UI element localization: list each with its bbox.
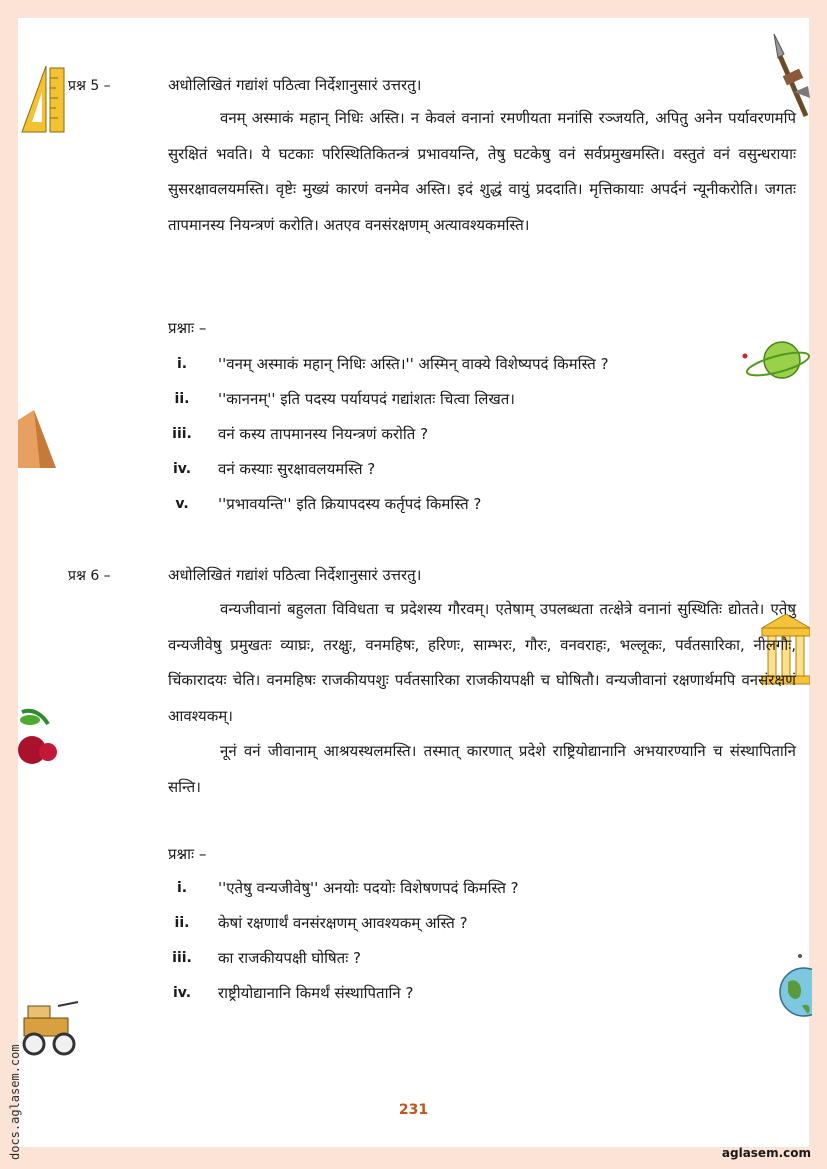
question-6-passage-1 [168,592,796,734]
q6-item-number: ii. [174,915,190,931]
question-5-questions-heading: प्रश्नाः – [168,319,207,337]
cherry-fruit-icon [18,706,58,768]
q5-item-number: iii. [172,426,192,442]
vintage-car-icon [18,1000,84,1058]
question-6-label: प्रश्न 6 – [68,568,111,584]
q5-item-text: वनं कस्याः सुरक्षावलयमस्ति ? [218,460,376,478]
question-6-passage-2 [168,734,796,805]
q5-item-text: ''प्रभावयन्ति'' इति क्रियापदस्य कर्तृपदं किमस्ति ? [218,495,482,513]
question-5-label: प्रश्न 5 – [68,78,111,94]
planet-ring-icon [740,336,812,386]
q5-item-number: i. [176,356,188,372]
question-6-instruction: अधोलिखितं गद्यांशं पठित्वा निर्देशानुसारं उत्तरतु। [168,566,422,584]
q6-item-text: राष्ट्रीयोद्यानानि किमर्थं संस्थापितानि ? [218,984,414,1002]
question-5-instruction: अधोलिखितं गद्यांशं पठित्वा निर्देशानुसारं उत्तरतु। [168,76,422,94]
brand-link[interactable]: aglasem.com [721,1146,811,1160]
question-5-passage [168,101,796,243]
passage-text: वन्यजीवानां बहुलता विविधता च प्रदेशस्य गौरवम्। एतेषाम् उपलब्धता तत्क्षेत्रे वनानां सुस्थितिः द्योतते। एतेषु वन्यजीवेषु प्रमुखतः व्याघ्रः, तरक्षुः, वनमहिषः, हरिणः, साम्भरः, गौरः, वनवराहः, भल्लूकः, पर्वतसारिका, नीलगौः, चिंकारादयः चेति। वनमहिषः राजकीयपशुः पर्वतसारिका राजकीयपक्षी च घोषितौ। वन्यजीवानां रक्षणार्थमपि वनसंरक्षणं आवश्यकम्। [168,600,796,725]
q6-item-text: केषां रक्षणार्थं वनसंरक्षणम् आवश्यकम् अस्ति ? [218,914,468,932]
watermark: docs.aglasem.com [8,1044,22,1160]
pyramid-icon [18,410,58,470]
page-number: 231 [398,1102,429,1118]
q5-item-number: iv. [172,461,192,477]
q6-item-number: i. [176,880,188,896]
q6-item-text: का राजकीयपक्षी घोषितः ? [218,949,361,967]
ruler-set-square-icon [18,62,66,136]
q5-item-number: v. [175,496,189,512]
q5-item-text: ''काननम्'' इति पदस्य पर्यायपदं गद्यांशतः चित्वा लिखत। [218,390,515,408]
q6-item-number: iii. [172,950,192,966]
passage-text: वनम् अस्माकं महान् निधिः अस्ति। न केवलं वनानां रमणीयता मनांसि रञ्जयति, अपितु अनेन पर्यावरणमपि सुरक्षितं भवति। ये घटकाः परिस्थितिकितन्त्रं प्रभावयन्ति, तेषु घटकेषु वनं सर्वप्रमुखमस्ति। वस्तुतं वनं वसुन्धरायाः सुसरक्षावलयमस्ति। वृष्टेः मुख्यं कारणं वनमेव अस्ति। इदं शुद्धं वायुं प्रददाति। मृत्तिकायाः अपर्दनं न्यूनीकरोति। जगतः तापमानस्य नियन्त्रणं करोति। अतएव वनसंरक्षणम् अत्यावश्यकमस्ति। [168,109,796,234]
globe-icon [778,952,812,1020]
q5-item-number: ii. [174,391,190,407]
q6-item-text: ''एतेषु वन्यजीवेषु'' अनयोः पदयोः विशेषणपदं किमस्ति ? [218,879,519,897]
q5-item-text: वनं कस्य तापमानस्य नियन्त्रणं करोति ? [218,425,429,443]
q5-item-text: ''वनम् अस्माकं महान् निधिः अस्ति।'' अस्मिन् वाक्ये विशेष्यपदं किमस्ति ? [218,355,609,373]
q6-item-number: iv. [172,985,192,1001]
question-6-questions-heading: प्रश्नाः – [168,845,207,863]
passage-text: नूनं वनं जीवानाम् आश्रयस्थलमस्ति। तस्मात् कारणात् प्रदेशे राष्ट्रियोद्यानानि अभयारण्यानि च संस्थापितानि सन्ति। [168,742,796,796]
